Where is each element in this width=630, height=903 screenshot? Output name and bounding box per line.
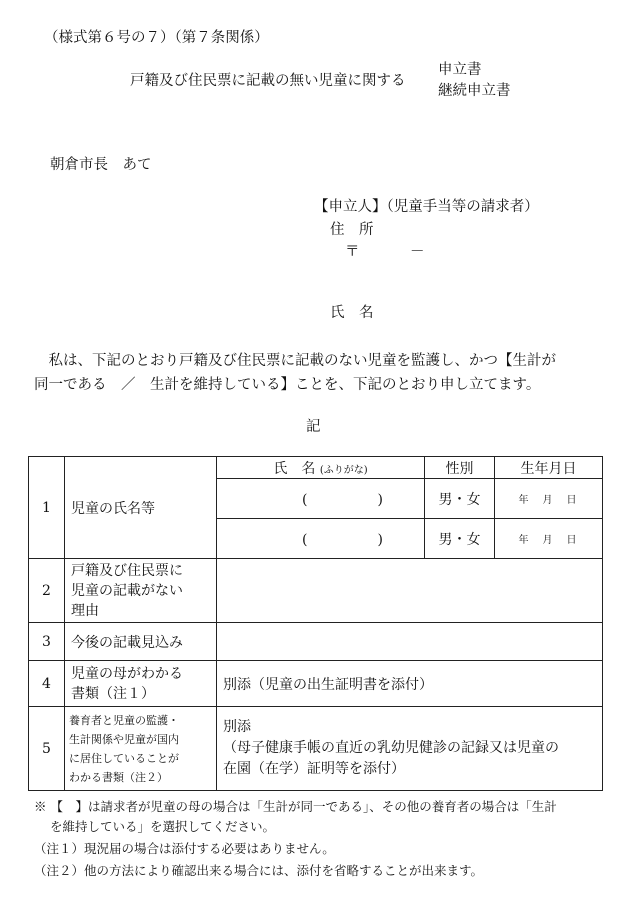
- addressee: 朝倉市長 あて: [50, 157, 152, 173]
- note-1-line-2: を維持している」を選択してください。: [50, 819, 276, 834]
- row-label-line: 書類（注１）: [71, 685, 155, 702]
- children-table: [28, 456, 603, 791]
- postal-mark: 〒: [345, 244, 360, 260]
- table-row: [29, 707, 603, 791]
- row-label-line: 戸籍及び住民票に: [71, 562, 183, 579]
- child-name-cell[interactable]: ( ): [217, 479, 425, 519]
- guardian-document-cell: [217, 707, 603, 791]
- row-number: 1: [29, 457, 65, 559]
- row-label-line: 理由: [71, 602, 99, 619]
- row-label-line: に居住していることが: [69, 751, 179, 765]
- row-label: [65, 661, 217, 707]
- note-1-line-1: ※ 【 】は請求者が児童の母の場合は「生計が同一である」、その他の養育者の場合は「生計: [34, 799, 557, 814]
- value-line: 在園（在学）証明等を添付）: [223, 761, 405, 777]
- row-label-line: わかる書類（注２）: [69, 770, 168, 784]
- row-label: [65, 707, 217, 791]
- sex-cell[interactable]: 男・女: [425, 519, 495, 559]
- name-header-label: 氏 名: [273, 460, 316, 477]
- row-number: 5: [29, 707, 65, 791]
- form-id: （様式第６号の７）（第７条関係）: [44, 30, 269, 46]
- table-row: [29, 559, 603, 623]
- sex-header: 性別: [425, 457, 495, 479]
- row-label: 児童の氏名等: [65, 457, 217, 559]
- furigana-header: (ふりがな): [319, 464, 368, 476]
- title-option-renewal: 継続申立書: [438, 83, 511, 99]
- row-number: 2: [29, 559, 65, 623]
- table-header-row: [29, 457, 603, 479]
- ki-heading: 記: [306, 419, 321, 435]
- applicant-label: 【申立人】（児童手当等の請求者）: [314, 199, 539, 215]
- row-label-line: 養育者と児童の監護・: [69, 713, 179, 727]
- row-number: 4: [29, 661, 65, 707]
- postal-dash: －: [410, 244, 425, 260]
- row-label-line: 児童の母がわかる: [71, 665, 183, 682]
- statement-line-2: 同一である ／ 生計を維持している】ことを、下記のとおり申し立てます。: [34, 377, 541, 393]
- document-title: 戸籍及び住民票に記載の無い児童に関する: [130, 73, 406, 89]
- child-name-cell[interactable]: ( ): [217, 519, 425, 559]
- row-number: 3: [29, 623, 65, 661]
- value-line: 別添: [223, 719, 251, 735]
- prospect-cell[interactable]: [217, 623, 603, 661]
- table-row: [29, 623, 603, 661]
- address-label: 住 所: [330, 222, 374, 238]
- table-row: [29, 661, 603, 707]
- mother-document-cell: 別添（児童の出生証明書を添付）: [217, 661, 603, 707]
- value-line: （母子健康手帳の直近の乳幼児健診の記録又は児童の: [223, 740, 559, 756]
- row-label-line: 児童の記載がない: [71, 582, 183, 599]
- birth-header: 生年月日: [495, 457, 603, 479]
- row-label-line: 生計関係や児童が国内: [69, 732, 179, 746]
- title-option-application: 申立書: [438, 62, 482, 78]
- birthdate-cell[interactable]: 年 月 日: [495, 479, 603, 519]
- name-label: 氏 名: [330, 305, 374, 321]
- name-header: [217, 457, 425, 479]
- sex-cell[interactable]: 男・女: [425, 479, 495, 519]
- statement-line-1: 私は、下記のとおり戸籍及び住民票に記載のない児童を監護し、かつ【生計が: [34, 353, 556, 369]
- reason-cell[interactable]: [217, 559, 603, 623]
- note-2: （注１）現況届の場合は添付する必要はありません。: [34, 841, 335, 856]
- note-3: （注２）他の方法により確認出来る場合には、添付を省略することが出来ます。: [34, 863, 484, 878]
- row-label: 今後の記載見込み: [65, 623, 217, 661]
- row-label: [65, 559, 217, 623]
- birthdate-cell[interactable]: 年 月 日: [495, 519, 603, 559]
